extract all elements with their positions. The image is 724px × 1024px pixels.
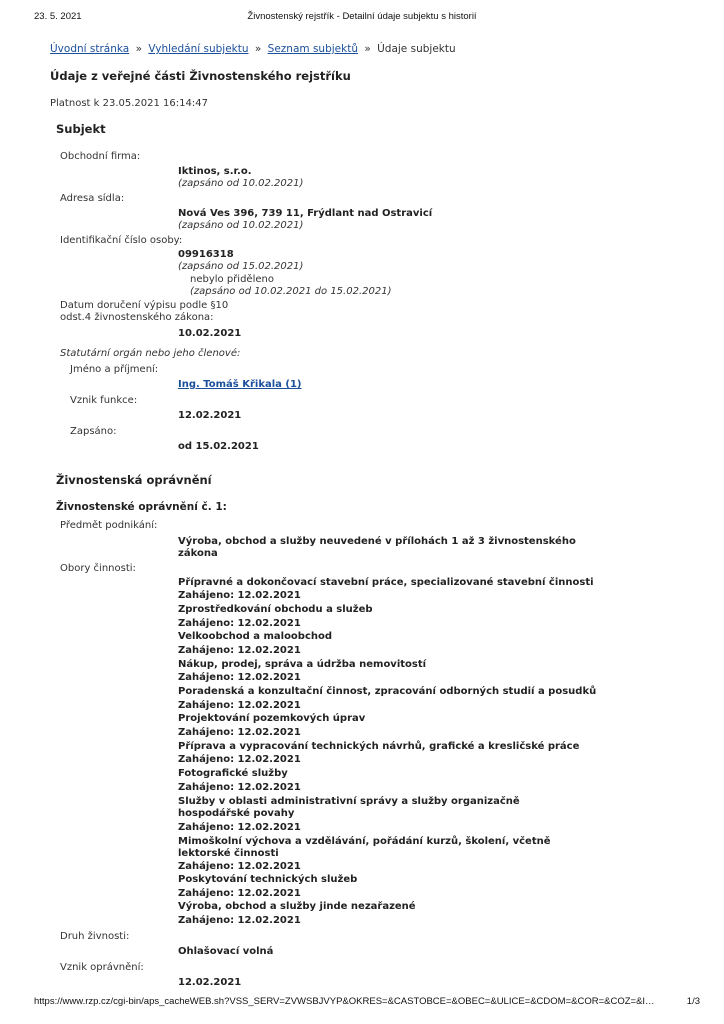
field-name: Příprava a vypracování technických návrhů, grafické a kresličské práce: [178, 741, 580, 752]
delivery-label-line1: Datum doručení výpisu podle §10: [60, 300, 229, 311]
trade-subject-value: Výroba, obchod a služby neuvedené v přílohách 1 až 3 živnostenského zákona: [178, 536, 576, 559]
breadcrumb-home-link[interactable]: Úvodní stránka: [50, 43, 130, 55]
breadcrumb-separator: »: [364, 43, 371, 55]
field-started: Zahájeno: 12.02.2021: [178, 645, 301, 656]
id-old-value: nebylo přiděleno: [190, 274, 274, 285]
field-started: Zahájeno: 12.02.2021: [178, 754, 301, 765]
firm-label: Obchodní firma:: [60, 151, 141, 162]
id-label: Identifikační číslo osoby:: [60, 235, 183, 246]
field-name: Projektování pozemkových úprav: [178, 713, 366, 724]
field-started: Zahájeno: 12.02.2021: [178, 590, 301, 601]
field-started: Zahájeno: 12.02.2021: [178, 915, 301, 926]
field-started: Zahájeno: 12.02.2021: [178, 861, 301, 872]
field-started: Zahájeno: 12.02.2021: [178, 782, 301, 793]
address-label: Adresa sídla:: [60, 193, 125, 204]
field-name: Výroba, obchod a služby jinde nezařazené: [178, 901, 416, 912]
breadcrumb-list-link[interactable]: Seznam subjektů: [267, 43, 358, 55]
field-name: Nákup, prodej, správa a údržba nemovitostí: [178, 659, 427, 670]
breadcrumb-separator: »: [135, 43, 143, 55]
print-url: https://www.rzp.cz/cgi-bin/aps_cacheWEB.sh?VSS_SERV=ZVWSBJVYP&OKRES=&CASTOBCE=&OBEC=&ULICE=&CDOM=&COR=&COZ=&I…: [34, 996, 655, 1007]
section-heading-trade: Živnostenská oprávnění: [56, 473, 212, 487]
address-value: Nová Ves 396, 739 11, Frýdlant nad Ostravicí: [178, 208, 433, 219]
function-value: 12.02.2021: [178, 410, 242, 421]
trade-subheading: Živnostenské oprávnění č. 1:: [56, 501, 227, 513]
name-value-link[interactable]: [178, 379, 302, 391]
recorded-label: Zapsáno:: [70, 426, 117, 437]
function-label: Vznik funkce:: [70, 395, 138, 406]
statutory-organ-label: Statutární orgán nebo jeho členové:: [60, 348, 241, 359]
breadcrumb-separator: »: [254, 43, 262, 55]
field-name: Fotografické služby: [178, 768, 288, 779]
delivery-label-line2: odst.4 živnostenského zákona:: [60, 312, 214, 323]
print-header: [0, 11, 724, 25]
field-started: Zahájeno: 12.02.2021: [178, 618, 301, 629]
section-heading-subject: Subjekt: [56, 122, 106, 136]
field-name: Poskytování technických služeb: [178, 874, 358, 885]
delivery-value: 10.02.2021: [178, 328, 242, 339]
address-note: (zapsáno od 10.02.2021): [178, 220, 304, 231]
field-name: Zprostředkování obchodu a služeb: [178, 604, 373, 615]
field-name: Poradenská a konzultační činnost, zpracování odborných studií a posudků: [178, 686, 597, 697]
validity-timestamp: Platnost k 23.05.2021 16:14:47: [50, 98, 208, 109]
page-number: 1/3: [686, 996, 700, 1007]
name-label: Jméno a příjmení:: [70, 364, 159, 375]
breadcrumb-search-link[interactable]: Vyhledání subjektu: [148, 43, 249, 55]
trade-origin-value: 12.02.2021: [178, 977, 242, 988]
trade-kind-value: Ohlašovací volná: [178, 946, 274, 957]
trade-subject-label: Předmět podnikání:: [60, 520, 158, 531]
print-footer: [0, 996, 724, 1010]
field-started: Zahájeno: 12.02.2021: [178, 672, 301, 683]
firm-note: (zapsáno od 10.02.2021): [178, 178, 304, 189]
page-title: Údaje z veřejné části Živnostenského rejstříku: [50, 69, 351, 83]
field-name: Velkoobchod a maloobchod: [178, 631, 333, 642]
id-note: (zapsáno od 15.02.2021): [178, 261, 304, 272]
person-link[interactable]: Ing. Tomáš Křikala (1): [178, 379, 302, 390]
firm-value: Iktinos, s.r.o.: [178, 166, 252, 177]
id-value: 09916318: [178, 249, 234, 260]
trade-origin-label: Vznik oprávnění:: [60, 962, 144, 973]
breadcrumb: [50, 43, 456, 55]
field-started: Zahájeno: 12.02.2021: [178, 888, 301, 899]
field-name: Služby v oblasti administrativní správy a služby organizačně hospodářské povahy: [178, 796, 520, 819]
print-title: Živnostenský rejstřík - Detailní údaje subjektu s historií: [247, 11, 477, 22]
print-date: 23. 5. 2021: [34, 11, 82, 22]
field-started: Zahájeno: 12.02.2021: [178, 700, 301, 711]
field-started: Zahájeno: 12.02.2021: [178, 727, 301, 738]
trade-kind-label: Druh živnosti:: [60, 931, 130, 942]
field-started: Zahájeno: 12.02.2021: [178, 822, 301, 833]
fields-label: Obory činnosti:: [60, 563, 136, 574]
recorded-value: od 15.02.2021: [178, 441, 259, 452]
breadcrumb-current: Údaje subjektu: [377, 43, 456, 55]
field-name: Přípravné a dokončovací stavební práce, specializované stavební činnosti: [178, 577, 594, 588]
field-name: Mimoškolní výchova a vzdělávání, pořádání kurzů, školení, včetně lektorské činnosti: [178, 836, 551, 859]
id-old-note: (zapsáno od 10.02.2021 do 15.02.2021): [190, 286, 392, 297]
